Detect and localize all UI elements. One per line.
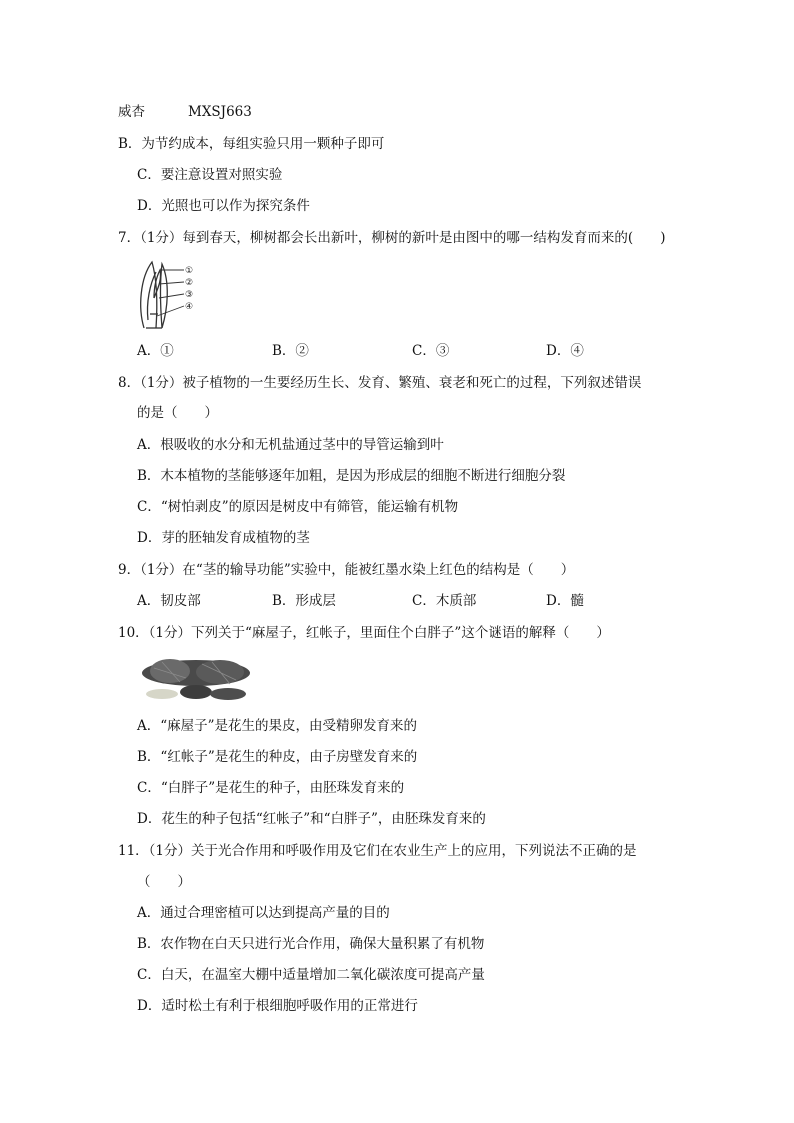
q7-option-b: B．② xyxy=(272,343,309,359)
q10-option-b: B．“红帐子”是花生的种皮，由子房壁发育来的 xyxy=(137,749,418,765)
fig-label-1: ① xyxy=(185,266,194,276)
q8-option-d: D．芽的胚轴发育成植物的茎 xyxy=(137,530,310,546)
q9-stem: 9．（1分）在“茎的输导功能”实验中，能被红墨水染上红色的结构是（ ） xyxy=(118,562,575,578)
q8-option-c: C．“树怕剥皮”的原因是树皮中有筛管，能运输有机物 xyxy=(137,499,459,515)
q10-option-c: C．“白胖子”是花生的种子，由胚珠发育来的 xyxy=(137,780,405,796)
q10-option-a: A．“麻屋子”是花生的果皮，由受精卵发育来的 xyxy=(137,718,418,734)
q7-option-a: A．① xyxy=(137,343,174,359)
header-author: 威杏 xyxy=(118,104,145,120)
fig-label-2: ② xyxy=(185,278,194,288)
q11-option-a: A．通过合理密植可以达到提高产量的目的 xyxy=(137,905,390,921)
q6-option-b: B．为节约成本，每组实验只用一颗种子即可 xyxy=(118,136,385,152)
q9-option-c: C．木质部 xyxy=(412,593,477,609)
fig-label-3: ③ xyxy=(185,290,194,300)
q8-stem: 8．（1分）被子植物的一生要经历生长、发育、繁殖、衰老和死亡的过程，下列叙述错误 xyxy=(118,375,642,391)
header-code: MXSJ663 xyxy=(188,104,252,120)
q9-option-b: B．形成层 xyxy=(272,593,336,609)
q7-option-c: C．③ xyxy=(412,343,450,359)
q11-stem: 11．（1分）关于光合作用和呼吸作用及它们在农业生产上的应用，下列说法不正确的是 xyxy=(118,843,637,859)
q8-stem-cont: 的是（ ） xyxy=(137,405,218,421)
q6-option-d: D．光照也可以作为探究条件 xyxy=(137,198,310,214)
peanut-image xyxy=(140,650,252,702)
q7-stem: 7．（1分）每到春天，柳树都会长出新叶，柳树的新叶是由图中的哪一结构发育而来的( ) xyxy=(118,230,666,246)
bud-diagram xyxy=(132,258,212,330)
q11-option-d: D．适时松土有利于根细胞呼吸作用的正常进行 xyxy=(137,998,418,1014)
fig-label-4: ④ xyxy=(185,302,194,312)
q9-option-a: A．韧皮部 xyxy=(137,593,201,609)
q9-option-d: D．髓 xyxy=(546,593,584,609)
q11-stem-cont: （ ） xyxy=(137,874,191,890)
q10-stem: 10．（1分）下列关于“麻屋子，红帐子，里面住个白胖子”这个谜语的解释（ ） xyxy=(118,625,610,641)
q8-option-a: A．根吸收的水分和无机盐通过茎中的导管运输到叶 xyxy=(137,437,444,453)
q8-option-b: B．木本植物的茎能够逐年加粗，是因为形成层的细胞不断进行细胞分裂 xyxy=(137,468,566,484)
q11-option-c: C．白天，在温室大棚中适量增加二氧化碳浓度可提高产量 xyxy=(137,967,485,983)
q6-option-c: C．要注意设置对照实验 xyxy=(137,167,283,183)
q11-option-b: B．农作物在白天只进行光合作用，确保大量积累了有机物 xyxy=(137,936,485,952)
q7-option-d: D．④ xyxy=(546,343,584,359)
q10-option-d: D．花生的种子包括“红帐子”和“白胖子”，由胚珠发育来的 xyxy=(137,811,486,827)
